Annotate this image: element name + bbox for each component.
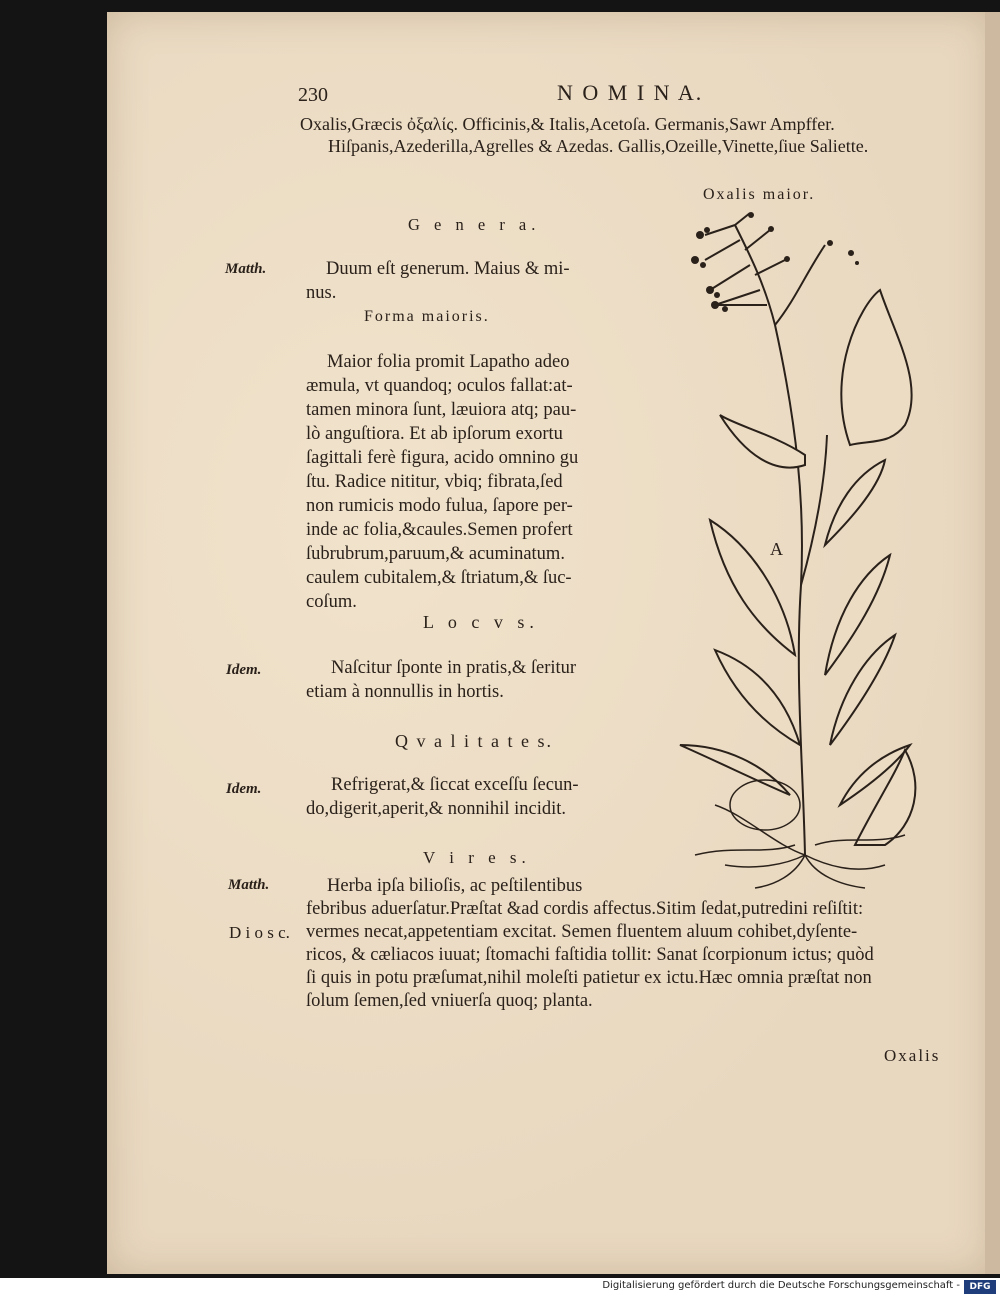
footer-credit: Digitalisierung gefördert durch die Deutsche Forschungsgemeinschaft - [602,1280,960,1291]
vires-heading: V i r e s. [423,848,531,867]
genera-margin-ref: Matth. [225,261,267,277]
catchword: Oxalis [884,1046,941,1065]
forma-line: ſubrubrum,paruum,& acuminatum. [306,544,565,564]
forma-line: non rumicis modo fulua, ſapore per- [306,496,573,516]
locus-line-2: etiam à nonnullis in hortis. [306,682,504,702]
vires-line: vermes necat,appetentiam excitat. Semen fluentem aluum cohibet,dyſente- [306,922,858,942]
forma-line: caulem cubitalem,& ſtriatum,& ſuc- [306,568,572,588]
vires-line: ſolum ſemen,ſed vniuerſa quoq; planta. [306,991,593,1011]
vires-margin-ref-2: D i o s c. [229,923,290,942]
vires-line: ricos, & cæliacos iuuat; ſtomachi faſtidia tollit: Sanat ſcorpionum ictus; quòd [306,945,874,965]
forma-line: Maior folia promit Lapatho adeo [327,352,570,372]
qualitates-line-2: do,digerit,aperit,& nonnihil incidit. [306,799,566,819]
page-edge [985,12,1000,1274]
genera-line-1: Duum eſt generum. Maius & mi- [326,259,570,279]
dfg-logo-icon[interactable]: DFG [964,1280,996,1294]
locus-margin-ref: Idem. [226,662,262,678]
forma-line: ſtu. Radice nititur, vbiq; fibrata,ſed [306,472,563,492]
figure-letter: A [770,539,783,559]
locus-line-1: Naſcitur ſponte in pratis,& ſeritur [331,658,577,678]
woodcut-plant-illustration [655,205,955,890]
digitization-footer [0,1278,1000,1297]
forma-line: lò anguſtiora. Et ab ipſorum exortu [306,424,563,444]
locus-heading: L o c v s. [423,612,539,632]
vires-line: ſi quis in potu præſumat,nihil moleſti patietur ex ictu.Hæc omnia præſtat non [306,968,872,988]
nomina-line-1: Oxalis,Græcis ὀξαλίς. Officinis,& Italis,Acetoſa. Germanis,Sawr Ampffer. [300,114,835,134]
vires-line: febribus aduerſatur.Præſtat &ad cordis affectus.Sitim ſedat,putredini reſiſtit: [306,899,864,919]
genera-heading: G e n e r a. [408,215,541,234]
nomina-line-2: Hiſpanis,Azederilla,Agrelles & Azedas. Gallis,Ozeille,Vinette,ſiue Saliette. [328,136,869,156]
forma-line: inde ac folia,&caules.Semen profert [306,520,573,540]
genera-line-2: nus. [306,283,337,303]
figure-caption: Oxalis maior. [703,186,816,203]
qualitates-margin-ref: Idem. [226,781,262,797]
forma-line: æmula, vt quandoq; oculos fallat:at- [306,376,573,396]
page-number: 230 [298,84,328,106]
vires-margin-ref-1: Matth. [228,877,270,893]
running-head: N O M I N A. [557,80,704,105]
vires-line: Herba ipſa bilioſis, ac peſtilentibus [327,876,583,896]
qualitates-heading: Q v a l i t a t e s. [395,731,553,751]
forma-line: ſagittali ferè figura, acido omnino gu [306,448,579,468]
qualitates-line-1: Refrigerat,& ſiccat exceſſu ſecun- [331,775,579,795]
forma-heading: Forma maioris. [364,308,490,325]
forma-line: tamen minora ſunt, læuiora atq; pau- [306,400,577,420]
forma-line: coſum. [306,592,357,612]
